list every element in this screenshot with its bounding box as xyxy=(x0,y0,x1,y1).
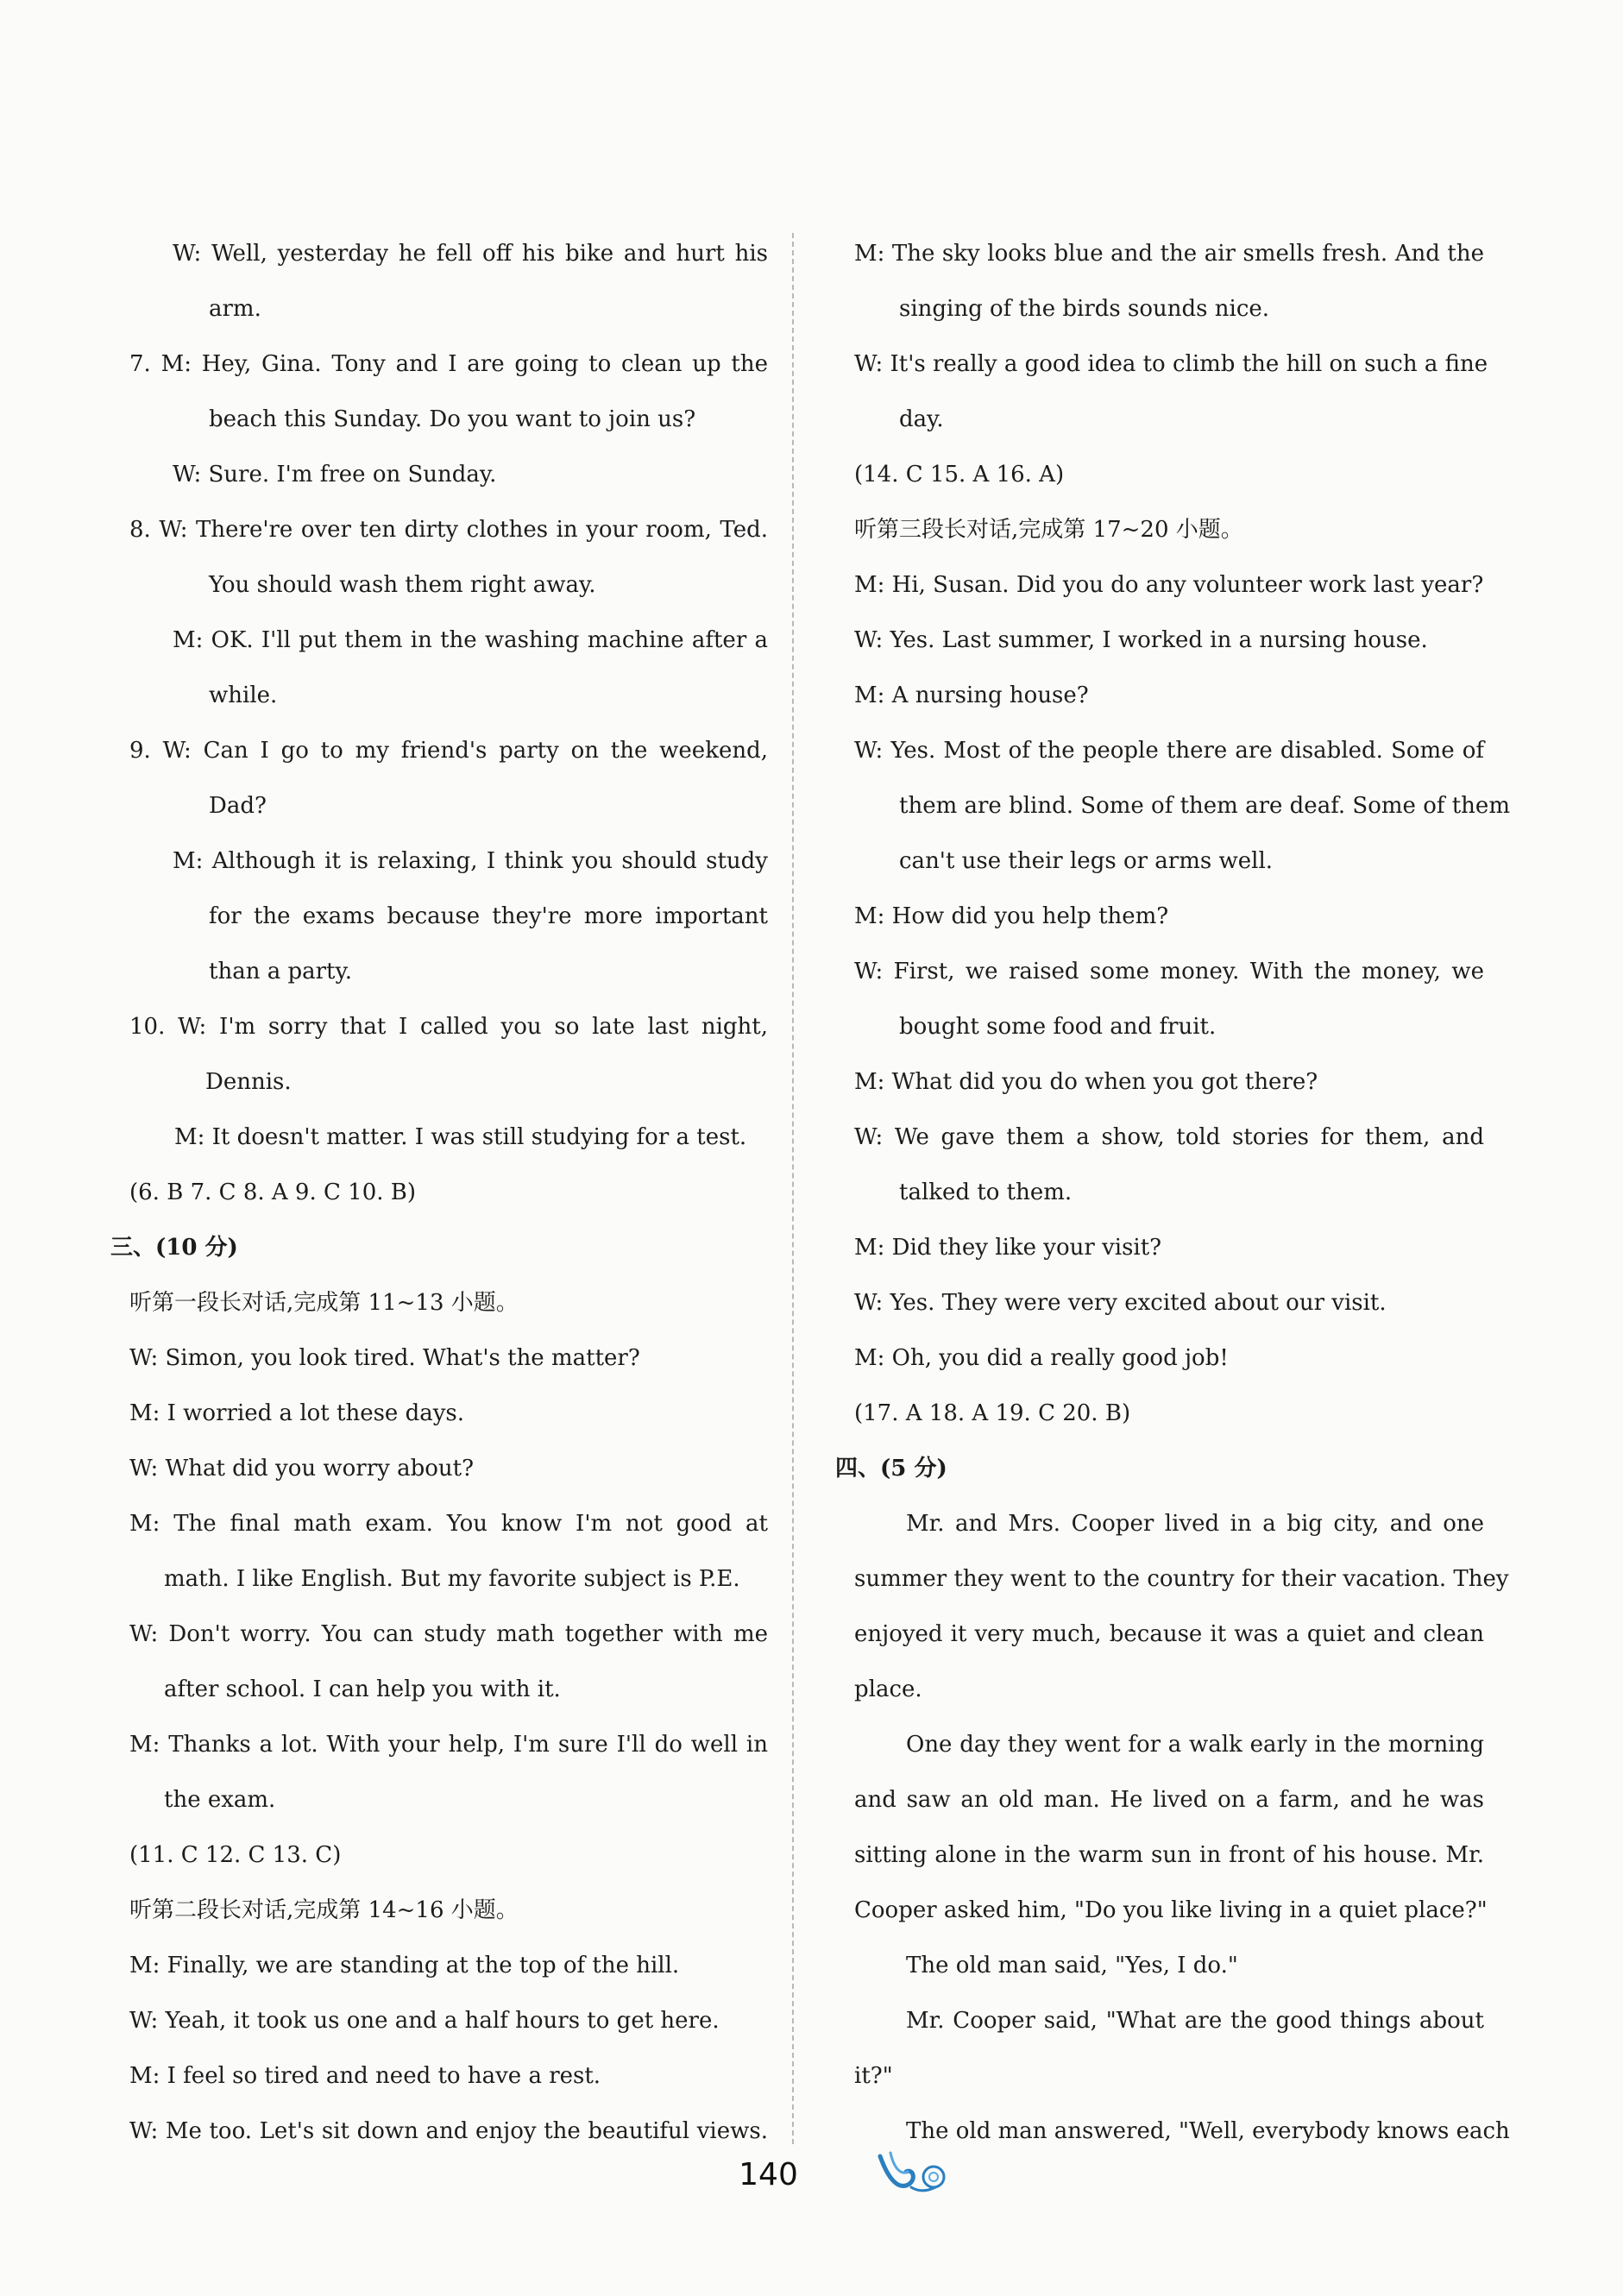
text-line: W: Yes. Last summer, I worked in a nursing house. xyxy=(854,627,1428,653)
text-line: summer they went to the country for their vacation. They xyxy=(854,1566,1509,1592)
text-line: M: I worried a lot these days. xyxy=(129,1400,465,1426)
text-line: sitting alone in the warm sun in front of his house. Mr. xyxy=(854,1842,1484,1868)
text-line: 四、(5 分) xyxy=(835,1456,947,1481)
text-line: Cooper asked him, "Do you like living in a quiet place?" xyxy=(854,1897,1488,1923)
text-line: Mr. Cooper said, "What are the good things about xyxy=(906,2008,1484,2034)
text-line: 听第一段长对话,完成第 11~13 小题。 xyxy=(129,1290,519,1316)
page-number: 140 xyxy=(739,2157,798,2192)
text-line: 听第三段长对话,完成第 17~20 小题。 xyxy=(854,517,1243,543)
text-line: math. I like English. But my favorite subject is P.E. xyxy=(164,1566,740,1592)
text-line: the exam. xyxy=(164,1787,276,1813)
text-line: 7. M: Hey, Gina. Tony and I are going to clean up the xyxy=(129,351,768,377)
text-line: W: Yeah, it took us one and a half hours to get here. xyxy=(129,2008,720,2034)
text-line: 三、(10 分) xyxy=(110,1235,238,1261)
text-line: M: The sky looks blue and the air smells fresh. And the xyxy=(854,241,1484,267)
text-line: while. xyxy=(209,683,278,708)
text-line: place. xyxy=(854,1676,922,1702)
text-line: W: Don't worry. You can study math together with me xyxy=(129,1621,768,1647)
text-line: M: Hi, Susan. Did you do any volunteer work last year? xyxy=(854,572,1484,598)
text-line: M: Although it is relaxing, I think you should study xyxy=(173,848,768,874)
text-line: W: Sure. I'm free on Sunday. xyxy=(173,462,497,488)
text-line: Mr. and Mrs. Cooper lived in a big city, and one xyxy=(906,1511,1484,1537)
text-line: can't use their legs or arms well. xyxy=(899,848,1274,874)
text-line: talked to them. xyxy=(899,1179,1073,1205)
text-line: You should wash them right away. xyxy=(209,572,596,598)
text-line: W: Yes. Most of the people there are disabled. Some of xyxy=(854,738,1484,764)
text-line: The old man answered, "Well, everybody knows each xyxy=(906,2118,1510,2144)
text-line: W: It's really a good idea to climb the hill on such a fine xyxy=(854,351,1488,377)
right-column xyxy=(835,226,1510,2159)
text-line: M: Oh, you did a really good job! xyxy=(854,1345,1229,1371)
swirl-logo-icon xyxy=(873,2146,959,2198)
text-line: M: I feel so tired and need to have a rest. xyxy=(129,2063,601,2089)
text-line: than a party. xyxy=(209,959,352,984)
text-line: W: We gave them a show, told stories for them, and xyxy=(854,1124,1484,1150)
column-divider xyxy=(792,233,794,2144)
text-line: One day they went for a walk early in the morning xyxy=(906,1732,1484,1758)
text-line: after school. I can help you with it. xyxy=(164,1676,561,1702)
text-line: M: What did you do when you got there? xyxy=(854,1069,1318,1095)
text-line: W: First, we raised some money. With the money, we xyxy=(854,959,1484,984)
text-line: (11. C 12. C 13. C) xyxy=(129,1842,342,1868)
text-line: (14. C 15. A 16. A) xyxy=(854,462,1065,488)
text-line: M: How did you help them? xyxy=(854,903,1169,929)
text-line: The old man said, "Yes, I do." xyxy=(906,1953,1238,1978)
text-line: W: What did you worry about? xyxy=(129,1456,475,1481)
text-line: singing of the birds sounds nice. xyxy=(899,296,1270,322)
text-line: M: It doesn't matter. I was still studying for a test. xyxy=(174,1124,747,1150)
text-line: 听第二段长对话,完成第 14~16 小题。 xyxy=(129,1897,519,1923)
text-line: M: OK. I'll put them in the washing machine after a xyxy=(173,627,768,653)
text-line: and saw an old man. He lived on a farm, and he was xyxy=(854,1787,1484,1813)
text-line: for the exams because they're more important xyxy=(209,903,768,929)
text-line: beach this Sunday. Do you want to join us? xyxy=(209,406,696,432)
text-line: W: Well, yesterday he fell off his bike and hurt his xyxy=(173,241,768,267)
text-line: enjoyed it very much, because it was a quiet and clean xyxy=(854,1621,1484,1647)
text-line: arm. xyxy=(209,296,261,322)
text-line: M: Did they like your visit? xyxy=(854,1235,1162,1261)
text-line: (6. B 7. C 8. A 9. C 10. B) xyxy=(129,1179,417,1205)
text-line: 10. W: I'm sorry that I called you so late last night, xyxy=(129,1014,768,1040)
text-line: M: A nursing house? xyxy=(854,683,1089,708)
text-line: 8. W: There're over ten dirty clothes in your room, Ted. xyxy=(129,517,768,543)
text-line: M: Finally, we are standing at the top of the hill. xyxy=(129,1953,680,1978)
text-line: 9. W: Can I go to my friend's party on the weekend, xyxy=(129,738,768,764)
text-line: them are blind. Some of them are deaf. Some of them xyxy=(899,793,1510,819)
text-line: day. xyxy=(899,406,944,432)
text-line: Dad? xyxy=(209,793,267,819)
text-line: Dennis. xyxy=(205,1069,292,1095)
text-line: it?" xyxy=(854,2063,893,2089)
text-line: W: Yes. They were very excited about our visit. xyxy=(854,1290,1387,1316)
text-line: W: Simon, you look tired. What's the matter? xyxy=(129,1345,640,1371)
text-line: bought some food and fruit. xyxy=(899,1014,1217,1040)
text-line: W: Me too. Let's sit down and enjoy the beautiful views. xyxy=(129,2118,768,2144)
text-line: M: The final math exam. You know I'm not good at xyxy=(129,1511,768,1537)
text-line: (17. A 18. A 19. C 20. B) xyxy=(854,1400,1131,1426)
text-line: M: Thanks a lot. With your help, I'm sure I'll do well in xyxy=(129,1732,768,1758)
page-number-block xyxy=(0,2157,1623,2192)
left-column xyxy=(110,226,768,2159)
